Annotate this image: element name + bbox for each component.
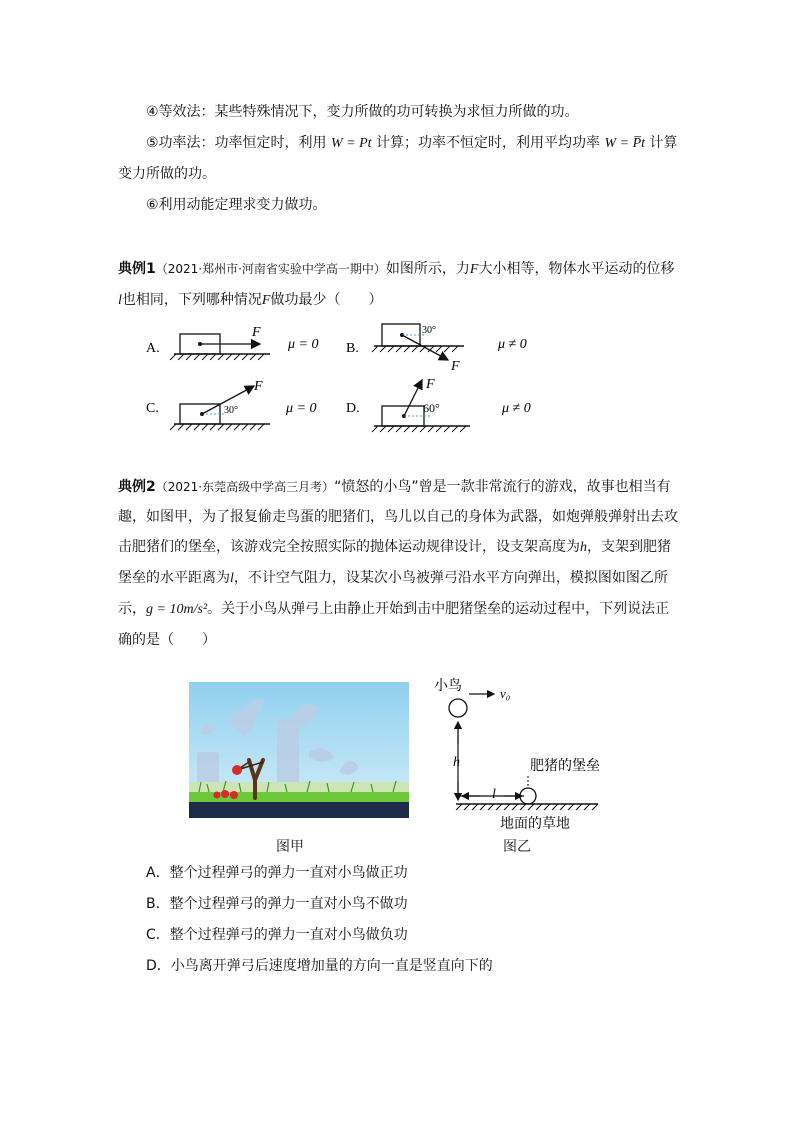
option-d-angle: 60° [423, 401, 440, 415]
option-d-force: F [426, 377, 435, 392]
option-c-angle: 30° [224, 405, 238, 416]
option-a-letter: A. [146, 341, 160, 356]
fig-yi-bird-label: 小鸟 [434, 679, 462, 694]
example-2-text: “愤怒的小鸟”曾是一款非常流行的游戏，故事也相当有趣，如图甲，为了报复偷走鸟蛋的肥猪们，鸟儿以自己的身体为武器，如炮弹般弹射出去攻击肥猪们的堡垒，该游戏完全按照实际的抛体运动规律设计，设支架高度为 [118, 479, 678, 555]
example-2-stem [118, 472, 678, 655]
option-a-mu: μ = 0 [288, 337, 319, 352]
option-b-letter: B. [346, 341, 359, 356]
option-a-diagram [146, 325, 318, 360]
example-1-F: F [469, 262, 479, 277]
example-2-h: h [580, 540, 587, 555]
figure-yi-diagram [420, 672, 620, 832]
option-d-mu: μ ≠ 0 [502, 401, 531, 416]
fig-yi-castle-label: 肥猪的堡垒 [530, 759, 600, 774]
example-2-option-d: D．小鸟离开弹弓后速度增加量的方向一直是竖直向下的 [146, 958, 493, 974]
fig-yi-v0: v₀ [500, 686, 511, 701]
example-2-text3: ，不计空气阻力，设某次小鸟被弹弓沿水平方向弹出，模拟图如图乙所示， [118, 570, 668, 617]
option-c-diagram [146, 379, 316, 430]
option-b-mu: μ ≠ 0 [498, 337, 527, 352]
method-5 [118, 128, 678, 190]
figure-jia-game-scene [189, 682, 409, 818]
method-5-text-a: ⑤功率法：功率恒定时，利用 [146, 135, 327, 151]
example-1-label: 典例1 [118, 261, 156, 277]
example-1-stem [118, 254, 678, 316]
option-c-letter: C. [146, 401, 159, 416]
figure-yi-caption: 图乙 [503, 839, 531, 855]
example-2-text4: 。关于小鸟从弹弓上由静止开始到击中肥猪堡垒的运动过程中，下列说法正确的是（ ） [118, 601, 670, 648]
method-6: ⑥利用动能定理求变力做功。 [146, 197, 327, 213]
method-5-formula-1: W = Pt [331, 136, 372, 151]
example-2-l: l [230, 571, 234, 586]
method-5-text-b: 计算；功率不恒定时，利用平均功率 [376, 135, 601, 151]
example-1-figure [140, 318, 540, 438]
option-c-mu: μ = 0 [286, 401, 317, 416]
example-2-g: g = 10m/s² [146, 602, 208, 617]
fig-yi-h: h [453, 755, 460, 770]
option-b-angle: 30° [422, 325, 436, 336]
option-a-force: F [252, 325, 261, 340]
example-2-label: 典例2 [118, 479, 156, 495]
method-5-text-c: 计算变力所做的功。 [118, 135, 678, 182]
example-2-text2: ，支架到肥猪堡垒的水平距离为 [118, 539, 671, 586]
example-1-text-a: 如图所示，力 [385, 261, 470, 277]
method-5-formula-2: W = P̅t [604, 136, 646, 151]
example-1-text-d: 做功最少（ ） [270, 292, 383, 308]
fig-yi-l: l [492, 787, 496, 802]
method-4: ④等效法：某些特殊情况下，变力所做的功可转换为求恒力所做的功。 [146, 104, 579, 120]
example-1-l: l [118, 293, 122, 308]
example-2-option-a: A．整个过程弹弓的弹力一直对小鸟做正功 [146, 865, 408, 881]
example-1-F2: F [261, 293, 271, 308]
figure-jia-caption: 图甲 [276, 839, 304, 855]
option-c-force: F [254, 379, 263, 394]
option-d-diagram [346, 377, 531, 432]
fig-yi-ground-label: 地面的草地 [500, 817, 570, 832]
option-d-letter: D. [346, 401, 360, 416]
example-1-text-c: 也相同，下列哪种情况 [121, 292, 262, 308]
option-b-force: F [451, 359, 460, 374]
option-b-diagram [346, 324, 527, 374]
example-1-text-b: 大小相等，物体水平运动的位移 [478, 261, 675, 277]
example-1-source: （2021·郑州市·河南省实验中学高一期中） [155, 262, 386, 276]
example-2-option-b: B．整个过程弹弓的弹力一直对小鸟不做功 [146, 896, 408, 912]
example-2-source: （2021·东莞高级中学高三月考） [155, 480, 335, 494]
example-2-option-c: C．整个过程弹弓的弹力一直对小鸟做负功 [146, 927, 408, 943]
